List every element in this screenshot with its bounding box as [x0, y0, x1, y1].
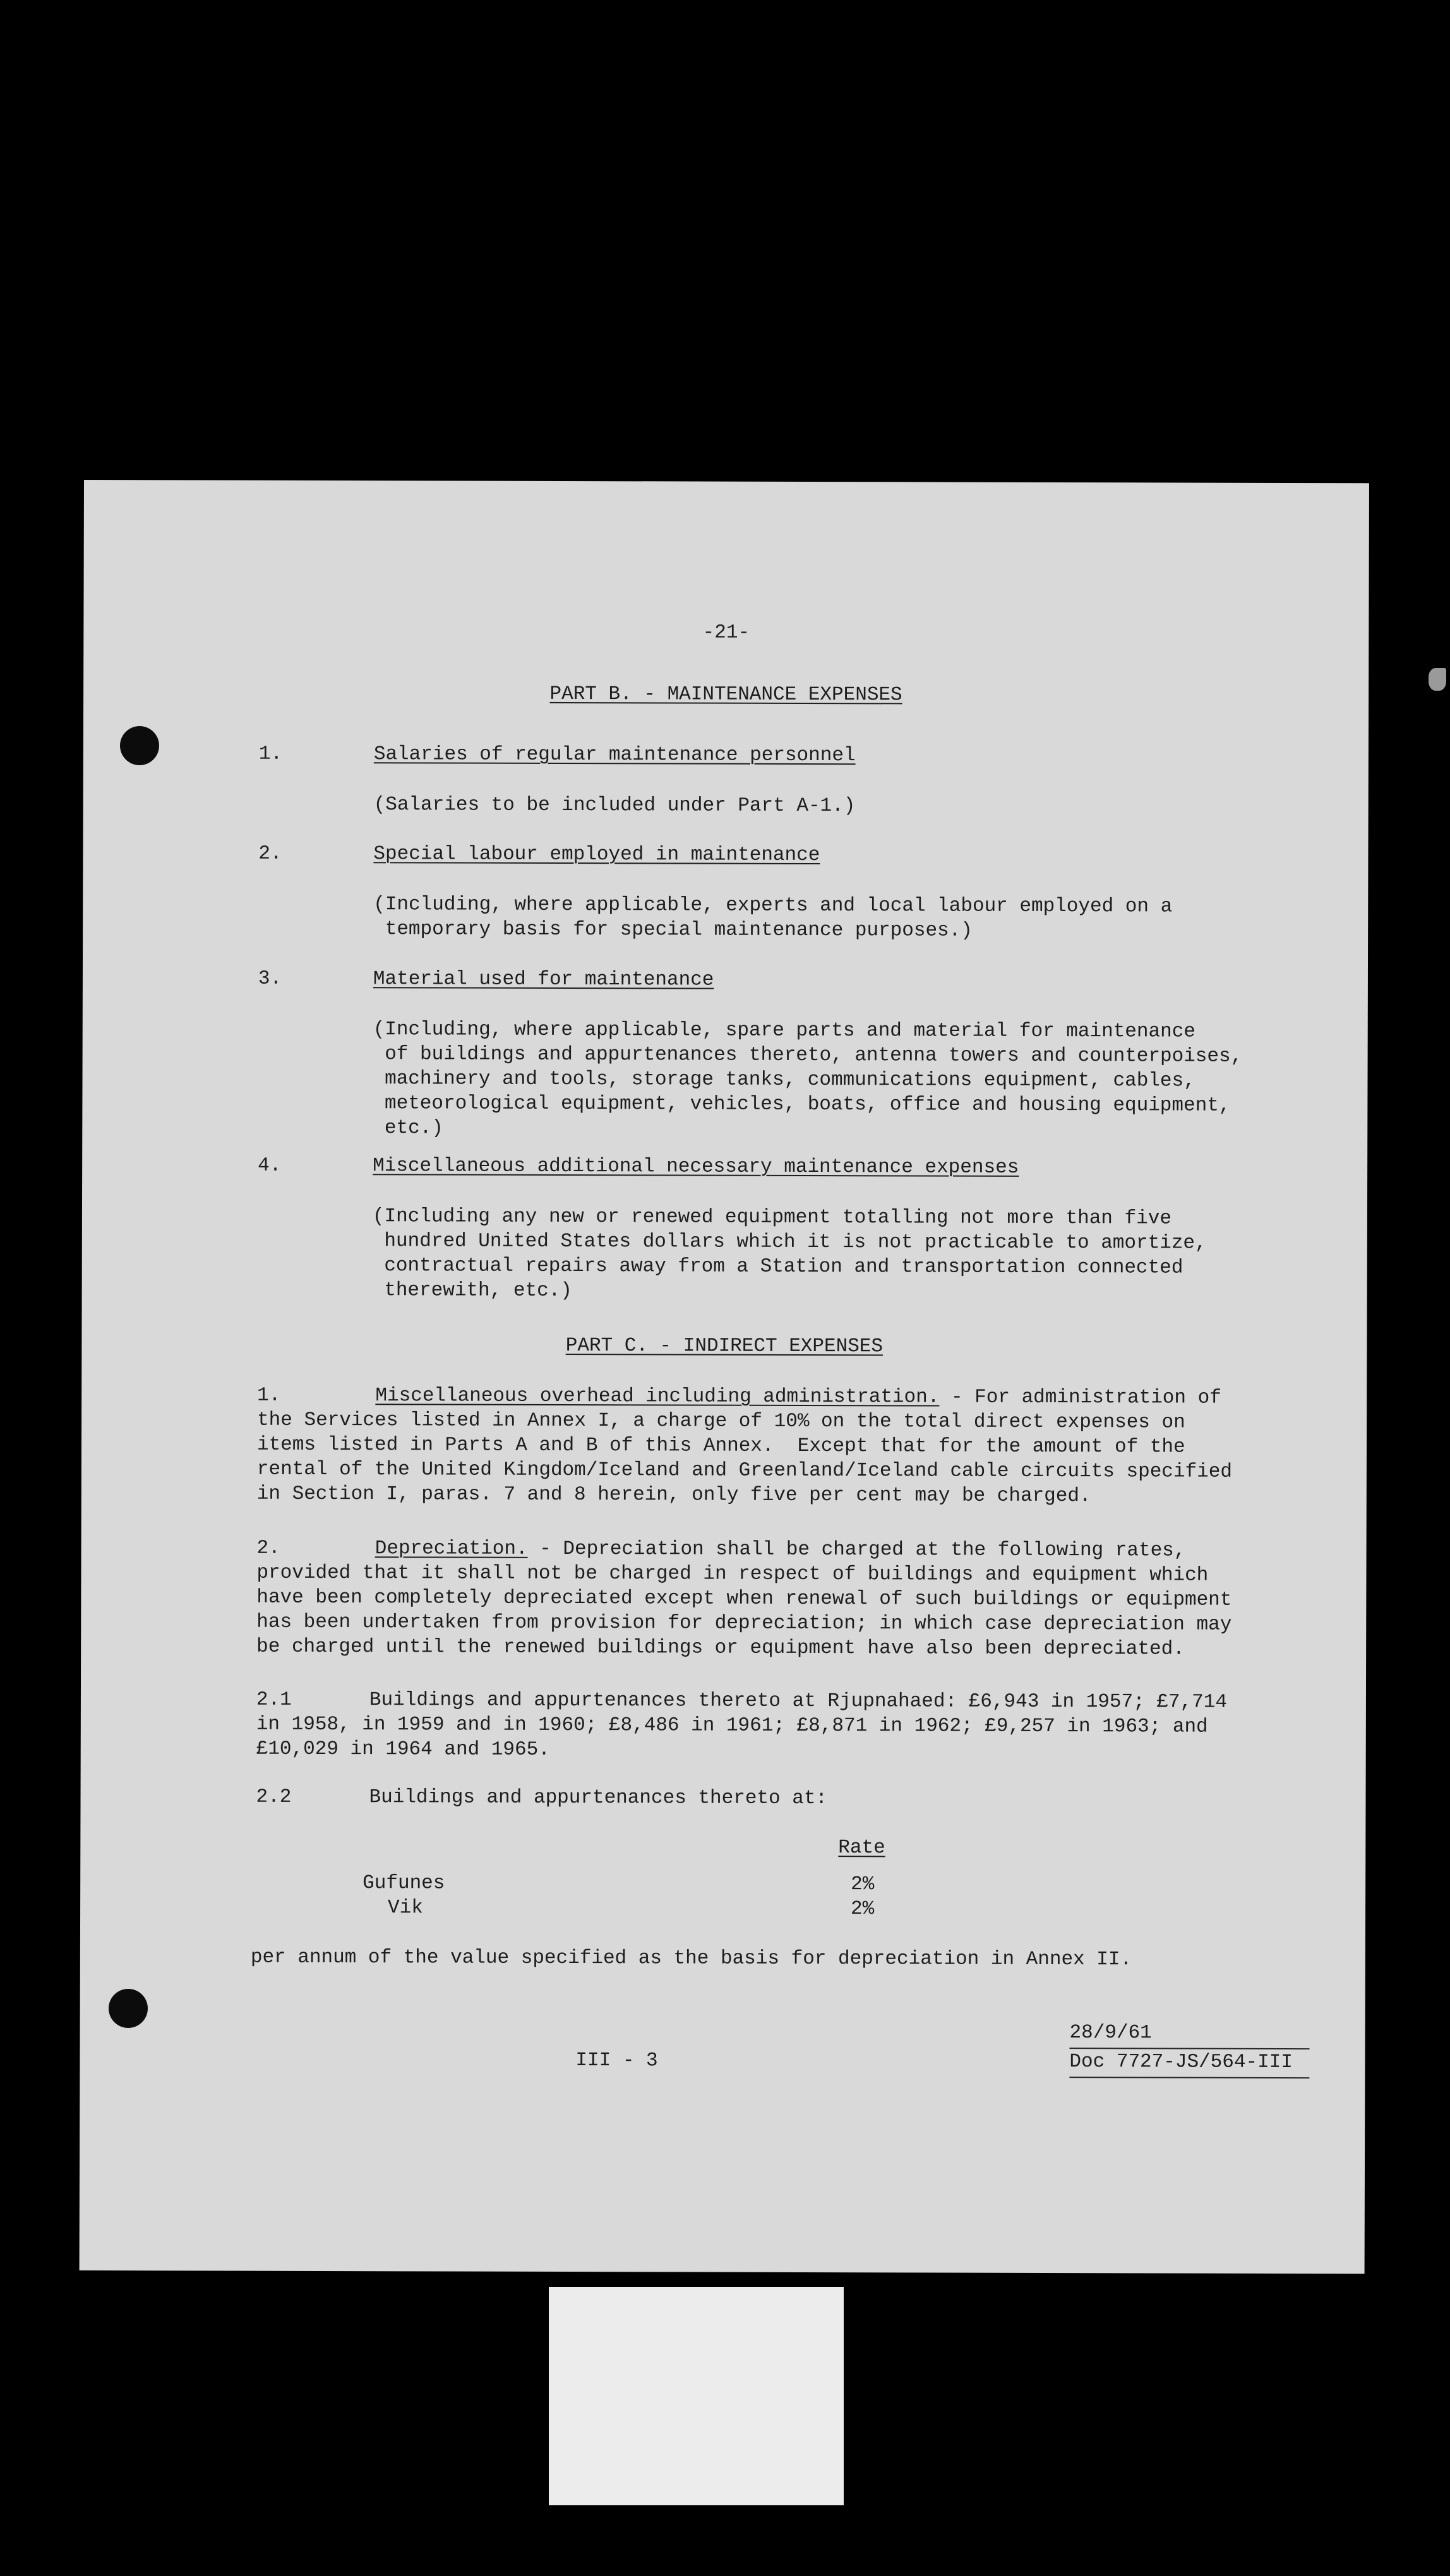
part-c-item-1-heading: Miscellaneous overhead including administration.: [375, 1385, 940, 1409]
rate-table-place: Gufunes: [362, 1872, 445, 1895]
part-c-item-2-first-line-rest: - Depreciation shall be charged at the following rates,: [527, 1537, 1186, 1562]
footer-date: 28/9/61: [1069, 2022, 1152, 2044]
punch-hole: [109, 1989, 148, 2028]
part-b-item-1-heading: Salaries of regular maintenance personnel: [373, 743, 856, 767]
footer-section: III - 3: [575, 2049, 658, 2072]
page-number: -21-: [702, 621, 750, 644]
part-b-item-1-number: 1.: [258, 742, 283, 765]
part-b-item-2-body: (Including, where applicable, experts and local labour employed on a temporary basis for special maintenance purposes.): [373, 893, 1173, 942]
part-c-item-1-first-line-rest: - For administration of: [939, 1386, 1221, 1409]
part-b-item-4-number: 4.: [258, 1154, 282, 1177]
part-c-item-2-1-number: 2.1: [256, 1688, 292, 1711]
part-c-item-1-body: the Services listed in Annex I, a charge of 10% on the total direct expenses on items listed in Parts A and B of this Annex. Except that for the amount of the rental of the United Kingdom/Iceland and Greenland/Iceland cable circuits specified in Section I, paras. 7 and 8 herein, only five per cent may be charged.: [256, 1409, 1233, 1508]
closing-text: per annum of the value specified as the basis for depreciation in Annex II.: [250, 1946, 1132, 1971]
part-c-title: PART C. - INDIRECT EXPENSES: [565, 1335, 884, 1358]
part-b-item-1-body: (Salaries to be included under Part A-1.): [373, 794, 856, 818]
rate-table-rate: 2%: [851, 1898, 875, 1921]
part-b-item-2-number: 2.: [258, 842, 282, 865]
part-c-item-2-1-rest: in 1958, in 1959 and in 1960; £8,486 in 1961; £8,871 in 1962; £9,257 in 1963; and £10,029 in 1964 and 1965.: [256, 1713, 1208, 1761]
part-b-item-4-heading: Miscellaneous additional necessary maintenance expenses: [373, 1155, 1019, 1179]
part-c-item-2-first-line: [257, 1536, 1186, 1563]
document-page: [80, 480, 1369, 2274]
part-c-item-2-1-text: Buildings and appurtenances thereto at Rjupnahaed: £6,943 in 1957; £7,714: [369, 1689, 1228, 1714]
edge-mark: [1429, 668, 1446, 691]
punch-hole: [120, 726, 159, 765]
part-c-item-2-2-text: Buildings and appurtenances thereto at:: [369, 1786, 828, 1810]
part-c-item-2-2-number: 2.2: [256, 1786, 292, 1808]
part-b-item-3-body: (Including, where applicable, spare parts and material for maintenance of buildings and appurtenances thereto, antenna towers and counterpoises, machinery and tools, storage tanks, communications equipment, cables, meteorological equipment, vehicles, boats, office and housing equipment, etc.): [373, 1018, 1243, 1140]
part-c-item-2-body: provided that it shall not be charged in respect of buildings and equipment which have been completely depreciated except when renewal of such buildings or equipment has been undertaken from provision for depreciation; in which case depreciation may be charged until the renewed buildings or equipment have also been depreciated.: [256, 1561, 1232, 1661]
blank-card: [549, 2287, 844, 2505]
part-c-item-1-number: 1.: [257, 1384, 281, 1407]
part-c-item-2-number: 2.: [256, 1537, 280, 1559]
part-b-item-3-number: 3.: [258, 967, 282, 990]
part-b-item-3-heading: Material used for maintenance: [373, 968, 714, 991]
rate-table-header: Rate: [838, 1837, 885, 1859]
part-b-item-4-body: (Including any new or renewed equipment totalling not more than five hundred United States dollars which it is not practicable to amortize, contractual repairs away from a Station and transportation connected therewith, etc.): [372, 1205, 1207, 1303]
rate-table-rate: 2%: [851, 1873, 875, 1896]
rate-table-place: Vik: [388, 1897, 423, 1919]
part-c-item-2-heading: Depreciation.: [374, 1537, 528, 1560]
footer-doc-ref: Doc 7727-JS/564-III: [1069, 2051, 1293, 2074]
footer-rule: [1069, 2077, 1309, 2078]
part-b-item-2-heading: Special labour employed in maintenance: [373, 843, 820, 867]
part-b-title: PART B. - MAINTENANCE EXPENSES: [549, 683, 902, 707]
part-c-item-1-first-line: [257, 1383, 1221, 1410]
